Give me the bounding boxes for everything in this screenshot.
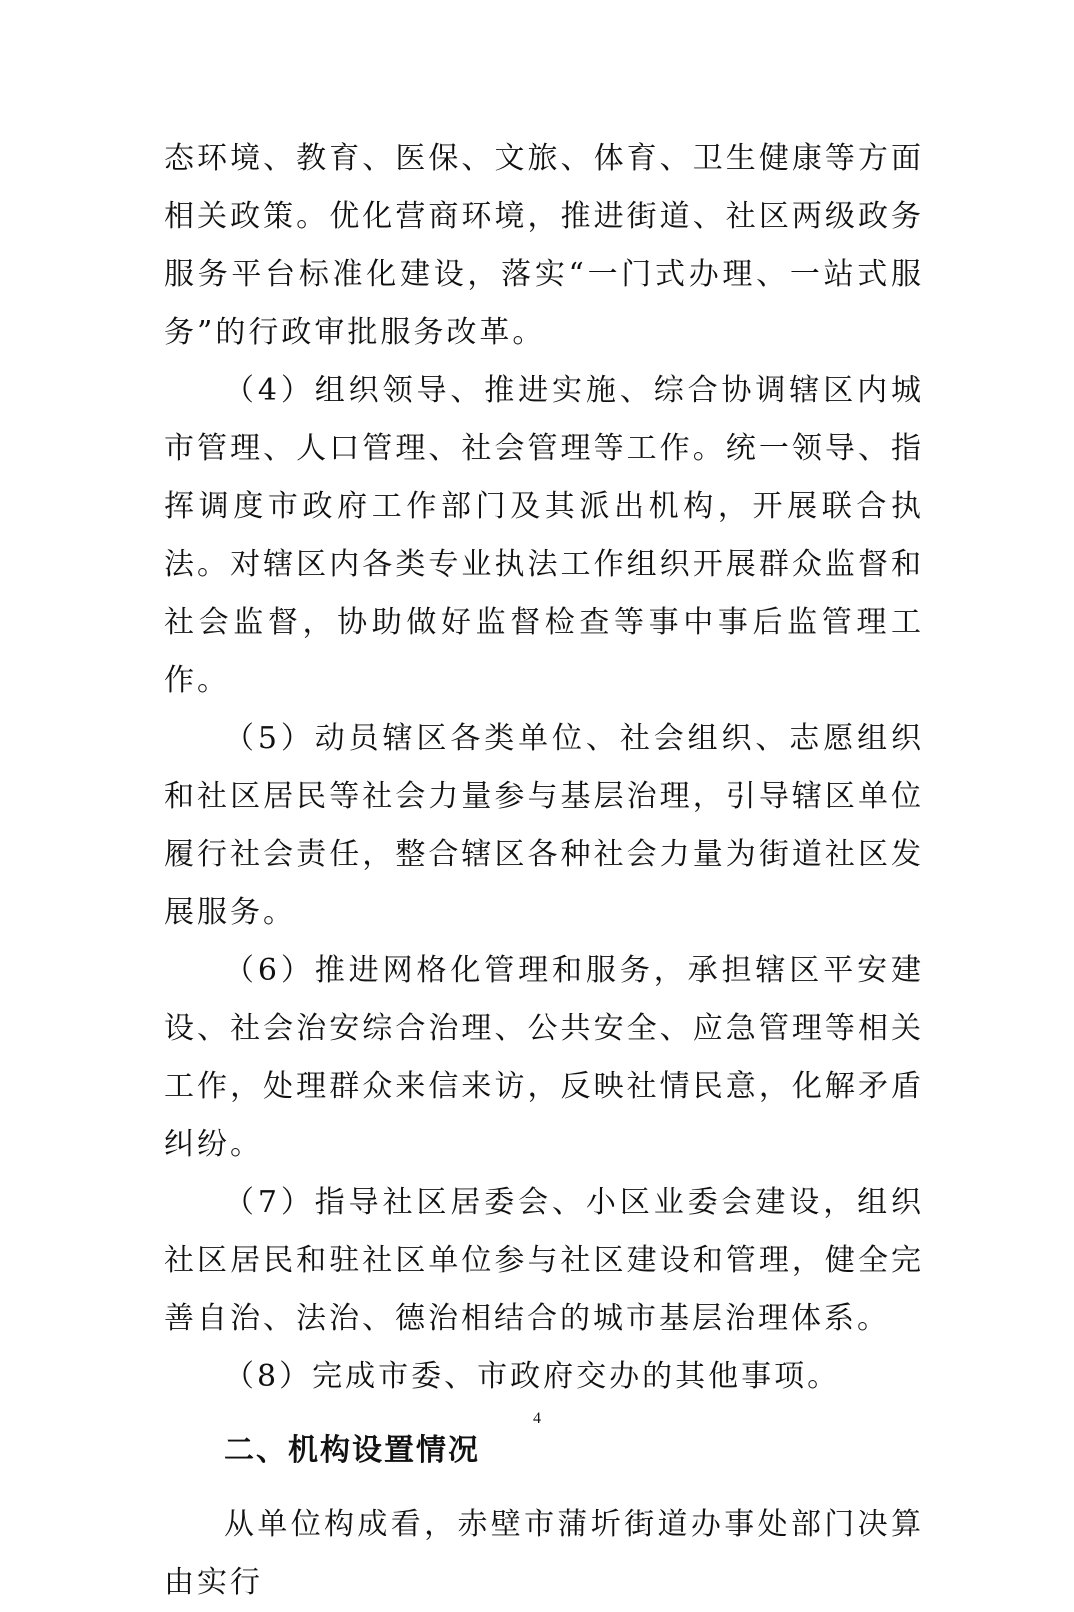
paragraph-item-5: （5）动员辖区各类单位、社会组织、志愿组织和社区居民等社会力量参与基层治理，引导辖区单位履行社会责任，整合辖区各种社会力量为街道社区发展服务。 <box>164 721 924 930</box>
paragraph-item-6: （6）推进网格化管理和服务，承担辖区平安建设、社会治安综合治理、公共安全、应急管理等相关工作，处理群众来信来访，反映社情民意，化解矛盾纠纷。 <box>164 953 924 1162</box>
paragraph-closing: 从单位构成看，赤壁市蒲圻街道办事处部门决算由实行 <box>164 1507 924 1600</box>
document-body <box>164 130 924 1612</box>
paragraph-continuation: 态环境、教育、医保、文旅、体育、卫生健康等方面相关政策。优化营商环境，推进街道、社区两级政务服务平台标准化建设，落实“一门式办理、一站式服务”的行政审批服务改革。 <box>164 141 924 350</box>
paragraph-item-4: （4）组织领导、推进实施、综合协调辖区内城市管理、人口管理、社会管理等工作。统一领导、指挥调度市政府工作部门及其派出机构，开展联合执法。对辖区内各类专业执法工作组织开展群众监督和社会监督，协助做好监督检查等事中事后监管理工作。 <box>164 373 924 698</box>
paragraph-item-8: （8）完成市委、市政府交办的其他事项。 <box>224 1359 841 1394</box>
section-heading: 二、机构设置情况 <box>224 1433 480 1468</box>
paragraph-item-7: （7）指导社区居委会、小区业委会建设，组织社区居民和驻社区单位参与社区建设和管理，健全完善自治、法治、德治相结合的城市基层治理体系。 <box>164 1185 924 1336</box>
page-number: 4 <box>533 1410 541 1427</box>
